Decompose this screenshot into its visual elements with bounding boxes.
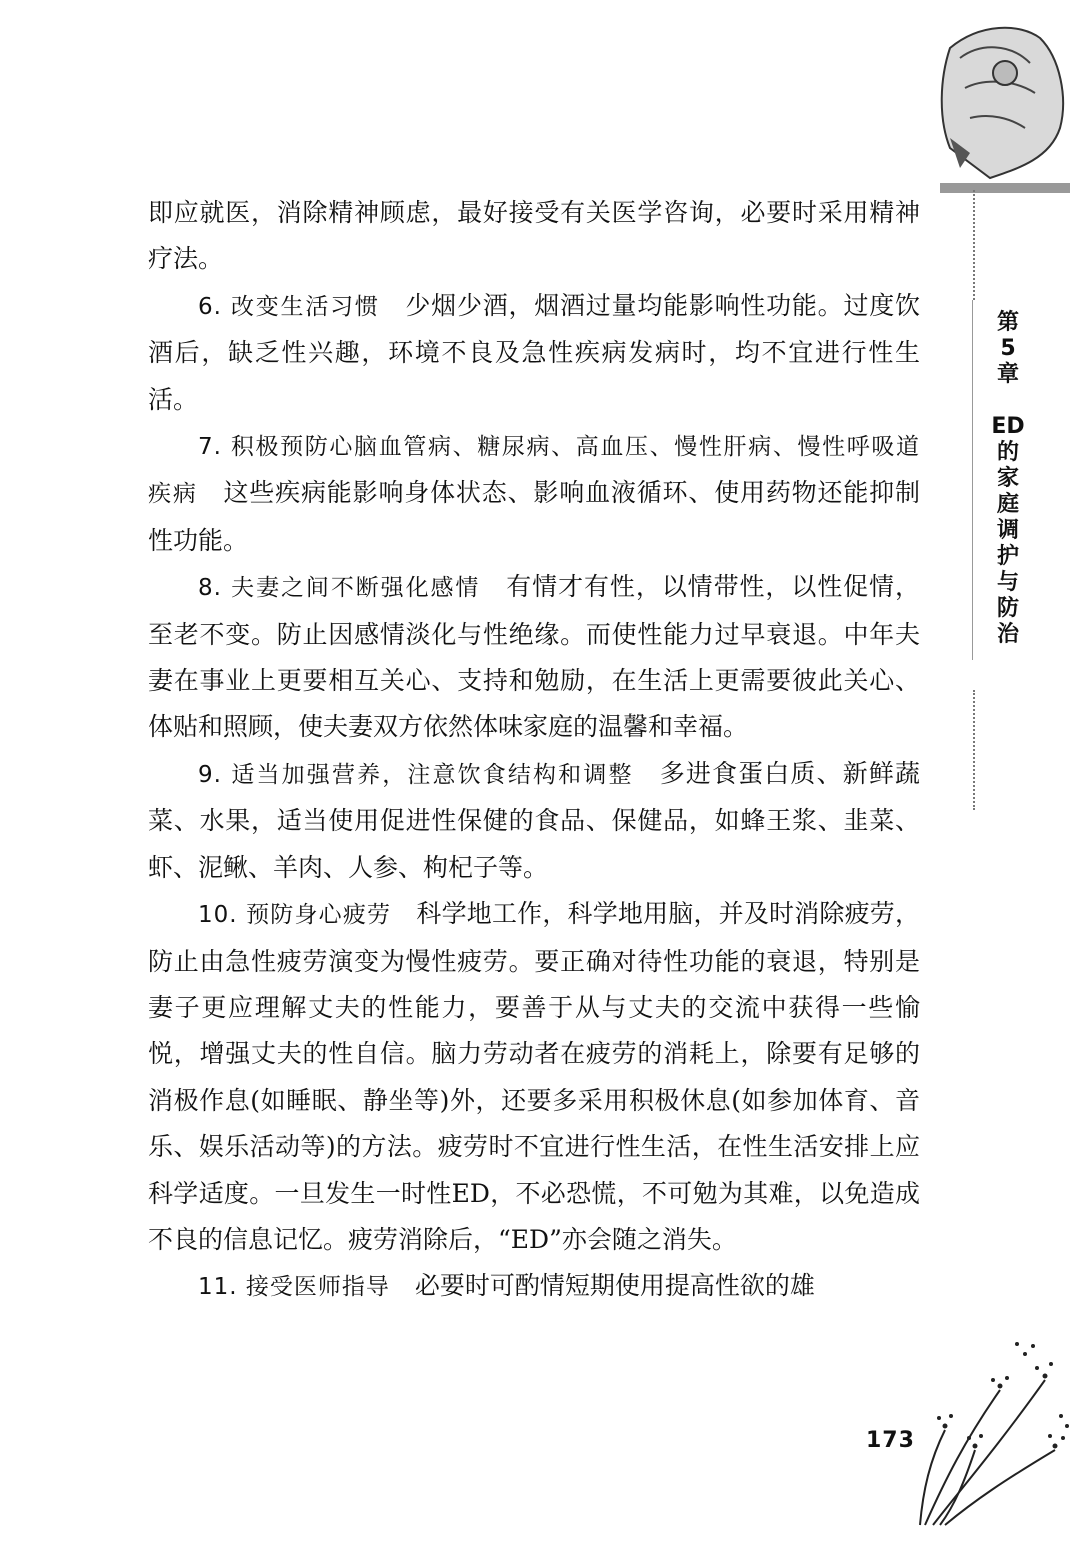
paragraph-item-8 <box>148 564 920 751</box>
paragraph-continued <box>148 190 920 283</box>
chapter-title-char: ED <box>991 414 1025 439</box>
chapter-char: 第 <box>996 310 1019 335</box>
paragraph-item-10 <box>148 891 920 1263</box>
item-heading: 8. 夫妻之间不断强化感情 <box>198 575 481 602</box>
chapter-title-char: 与 <box>996 570 1019 595</box>
dotted-rule-middle <box>972 300 973 660</box>
paragraph-text: 科学地工作，科学地用脑，并及时消除疲劳，防止由急性疲劳演变为慢性疲劳。要正确对待性功能的衰退，特别是妻子更应理解丈夫的性能力，要善于从与丈夫的交流中获得一些愉悦，增强丈夫的性自信。脑力劳动者在疲劳的消耗上，除要有足够的消极作息(如睡眠、静坐等)外，还要多采用积极休息(如参加体育、音乐、娱乐活动等)的方法。疲劳时不宜进行性生活，在性生活安排上应科学适度。一旦发生一时性ED，不必恐慌，不可勉为其难，以免造成不良的信息记忆。疲劳消除后，“ED”亦会随之消失。 <box>148 899 920 1254</box>
item-heading: 10. 预防身心疲劳 <box>198 902 392 929</box>
page-number: 173 <box>866 1428 915 1453</box>
paragraph-item-11 <box>148 1263 920 1310</box>
chapter-char: 5 <box>1000 336 1016 361</box>
chapter-title-char: 治 <box>996 622 1019 647</box>
paragraph-text: 有情才有性，以情带性，以性促情，至老不变。防止因感情淡化与性绝缘。而使性能力过早衰退。中年夫妻在事业上更要相互关心、支持和勉励，在生活上更需要彼此关心、体贴和照顾，使夫妻双方依然体味家庭的温馨和幸福。 <box>148 572 920 742</box>
paragraph-text: 这些疾病能影响身体状态、影响血液循环、使用药物还能抑制性功能。 <box>148 478 920 555</box>
chapter-char: 章 <box>996 362 1019 387</box>
paragraph-text: 多进食蛋白质、新鲜蔬菜、水果，适当使用促进性保健的食品、保健品，如蜂王浆、韭菜、虾、泥鳅、羊肉、人参、枸杞子等。 <box>148 758 920 882</box>
chapter-title-char: 家 <box>996 466 1019 491</box>
paragraph-text: 必要时可酌情短期使用提高性欲的雄 <box>414 1271 815 1301</box>
chapter-title-char: 护 <box>996 544 1019 569</box>
plant-decoration <box>905 1330 1075 1530</box>
chapter-title-char: 防 <box>996 596 1019 621</box>
paragraph-text: 少烟少酒，烟酒过量均能影响性功能。过度饮酒后，缺乏性兴趣，环境不良及急性疾病发病时，均不宜进行性生活。 <box>148 290 920 414</box>
chapter-title-char: 调 <box>996 518 1019 543</box>
item-heading: 9. 适当加强营养，注意饮食结构和调整 <box>198 761 634 788</box>
item-heading: 11. 接受医师指导 <box>198 1274 390 1301</box>
paragraph-item-9 <box>148 751 920 891</box>
chapter-title-char: 庭 <box>996 492 1019 517</box>
chapter-number-label <box>990 310 1026 388</box>
item-heading: 7. 积极预防心脑血管病、糖尿病、高血压、慢性肝病、慢性呼吸道疾病 <box>148 434 920 508</box>
chapter-title-label <box>990 414 1026 648</box>
item-heading: 6. 改变生活习惯 <box>198 293 380 320</box>
body-text <box>148 190 920 1311</box>
paragraph-item-6 <box>148 283 920 423</box>
chapter-title-char: 的 <box>996 440 1019 465</box>
chapter-illustration <box>930 18 1070 193</box>
dotted-rule-bottom <box>973 690 975 810</box>
paragraph-item-7 <box>148 423 920 564</box>
dotted-rule-top <box>973 190 975 300</box>
chapter-side-tab <box>990 310 1026 648</box>
paragraph-text: 即应就医，消除精神顾虑，最好接受有关医学咨询，必要时采用精神疗法。 <box>148 198 920 274</box>
